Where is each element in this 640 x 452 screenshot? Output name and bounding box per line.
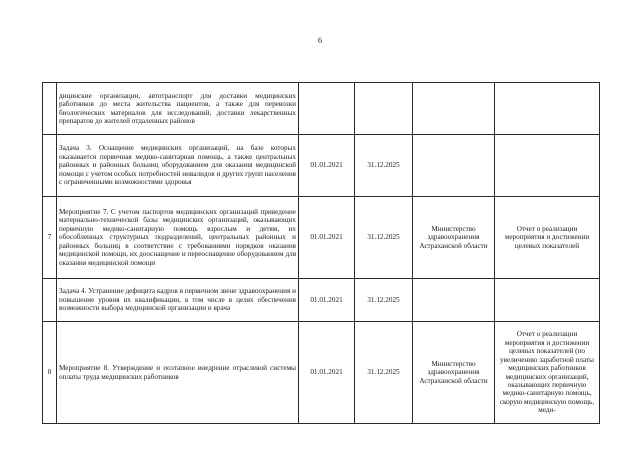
row-end-date: 31.12.2025	[355, 197, 413, 279]
row-start-date: 01.01.2021	[299, 322, 355, 424]
row-number	[43, 83, 57, 135]
row-end-date: 31.12.2025	[355, 279, 413, 322]
row-result	[495, 279, 600, 322]
table-row	[43, 197, 600, 279]
row-number: 8	[43, 322, 57, 424]
row-executor	[413, 135, 495, 197]
row-end-date: 31.12.2025	[355, 322, 413, 424]
table-row	[43, 135, 600, 197]
row-number: 7	[43, 197, 57, 279]
row-description: Мероприятие 8. Утверждение и поэтапное внедрение отраслевой системы оплаты труда медицинских работников	[57, 322, 299, 424]
row-end-date	[355, 83, 413, 135]
row-executor: Министерство здравоохранения Астраханской области	[413, 197, 495, 279]
table-row	[43, 279, 600, 322]
table-row	[43, 83, 600, 135]
row-executor	[413, 83, 495, 135]
row-start-date: 01.01.2021	[299, 279, 355, 322]
row-description: дицинские организации, автотранспорт для доставки медицинских работников до места жительства пациентов, а также для перевозки биологических материалов для исследований, доставки лекарственных препаратов до жителей отдаленных районов	[57, 83, 299, 135]
row-number	[43, 279, 57, 322]
row-description: Задача 4. Устранение дефицита кадров в первичном звене здравоохранения и повышение уровня их квалификации, в том числе в целях обеспечения возможности выбора медицинской организации и врача	[57, 279, 299, 322]
row-start-date	[299, 83, 355, 135]
row-number	[43, 135, 57, 197]
page-number: 6	[318, 36, 322, 45]
row-result: Отчет о реализации мероприятия и достижении целевых показателей (по увеличению заработной платы медицинских работников медицинских организаций, оказывающих первичную медико-санитарную помощь, скорую медицинскую помощь, меди-	[495, 322, 600, 424]
row-result: Отчет о реализации мероприятия и достижении целевых показателей	[495, 197, 600, 279]
row-executor	[413, 279, 495, 322]
row-executor: Министерство здравоохранения Астраханской области	[413, 322, 495, 424]
row-description: Мероприятие 7. С учетом паспортов медицинских организаций приведение материально-технической базы медицинских организаций, оказывающих первичную медико-санитарную помощь взрослым и детям, их обособленных структурных подразделений, центральных районных и районных больниц в соответствие с требованиями порядков оказания медицинской помощи, их дооснащение и переоснащение оборудованием для оказания медицинской помощи	[57, 197, 299, 279]
row-result	[495, 135, 600, 197]
table-row	[43, 322, 600, 424]
row-end-date: 31.12.2025	[355, 135, 413, 197]
row-start-date: 01.01.2021	[299, 197, 355, 279]
row-description: Задача 3. Оснащение медицинских организаций, на базе которых оказывается первичная медико-санитарная помощь, а также центральных районных и районных больниц оборудованием для оказания медицинской помощи с учетом особых потребностей инвалидов и других групп населения с ограниченными возможностями здоровья	[57, 135, 299, 197]
activities-table	[42, 82, 600, 424]
row-start-date: 01.01.2021	[299, 135, 355, 197]
row-result	[495, 83, 600, 135]
